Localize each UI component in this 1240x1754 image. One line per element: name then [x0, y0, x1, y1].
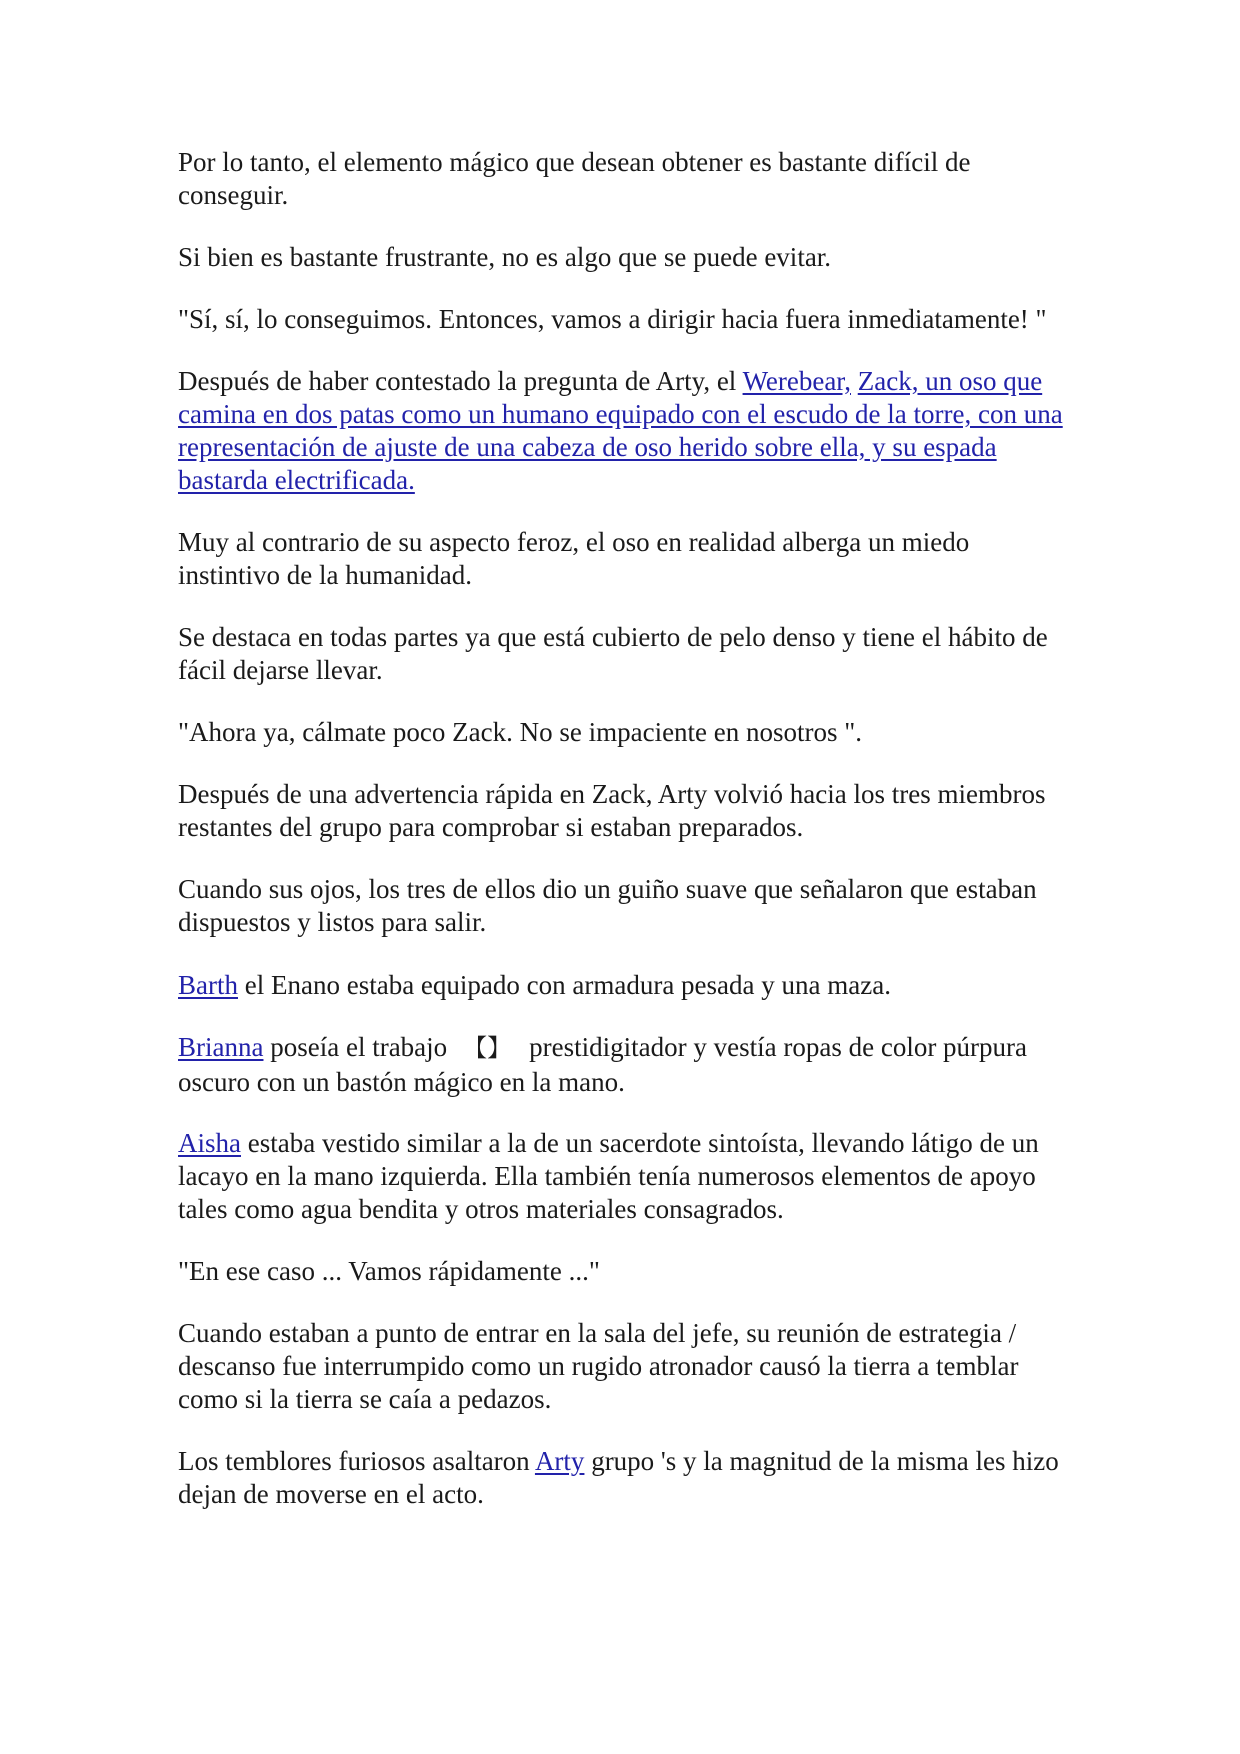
paragraph-7: "Ahora ya, cálmate poco Zack. No se impaciente en nosotros ". — [178, 717, 863, 747]
paragraph-4-text: Después de haber contestado la pregunta de Arty, el — [178, 366, 743, 396]
paragraph-15-text: Los temblores furiosos asaltaron — [178, 1446, 535, 1476]
link-barth[interactable]: Barth — [178, 970, 238, 1000]
paragraph-2: Si bien es bastante frustrante, no es algo que se puede evitar. — [178, 242, 832, 272]
paragraph-5: Muy al contrario de su aspecto feroz, el oso en realidad alberga un miedo instintivo de la humanidad. — [178, 527, 970, 590]
link-aisha[interactable]: Aisha — [178, 1128, 241, 1158]
paragraph-11-text-after: prestidigitador y vestía ropas de color púrpura oscuro con un bastón mágico en la mano. — [178, 1032, 1028, 1097]
paragraph-4 — [178, 365, 1068, 497]
link-brianna[interactable]: Brianna — [178, 1032, 264, 1062]
paragraph-13: "En ese caso ... Vamos rápidamente ..." — [178, 1256, 600, 1286]
paragraph-6: Se destaca en todas partes ya que está cubierto de pelo denso y tiene el hábito de fácil dejarse llevar. — [178, 622, 1048, 685]
paragraph-15-text-after: grupo 's y la magnitud de la misma les hizo dejan de moverse en el acto. — [178, 1446, 1059, 1509]
paragraph-11-text: poseía el trabajo — [263, 1032, 448, 1062]
paragraph-1: Por lo tanto, el elemento mágico que desean obtener es bastante difícil de conseguir. — [178, 147, 971, 210]
paragraph-11 — [178, 1030, 1068, 1099]
paragraph-12-text: estaba vestido similar a la de un sacerdote sintoísta, llevando látigo de un lacayo en la mano izquierda. Ella también tenía numerosos elementos de apoyo tales como agua bendita y otros materiales consagrados. — [178, 1128, 1039, 1224]
paragraph-10 — [178, 968, 1068, 1002]
job-bracket: 【】 — [463, 1034, 512, 1062]
link-zack[interactable]: Zack, un oso que camina en dos patas como un humano equipado con el escudo de la torre, con una representación de ajuste de una cabeza de oso herido sobre ella, y su espada bastarda electrificada. — [178, 366, 1063, 495]
paragraph-12 — [178, 1127, 1068, 1226]
paragraph-15 — [178, 1445, 1068, 1511]
link-werebear[interactable]: Werebear, — [742, 366, 851, 396]
paragraph-3: "Sí, sí, lo conseguimos. Entonces, vamos a dirigir hacia fuera inmediatamente! " — [178, 304, 1047, 334]
paragraph-9: Cuando sus ojos, los tres de ellos dio un guiño suave que señalaron que estaban dispuestos y listos para salir. — [178, 874, 1037, 937]
paragraph-10-text: el Enano estaba equipado con armadura pesada y una maza. — [238, 970, 891, 1000]
paragraph-14: Cuando estaban a punto de entrar en la sala del jefe, su reunión de estrategia / descanso fue interrumpido como un rugido atronador causó la tierra a temblar como si la tierra se caía a pedazos. — [178, 1318, 1019, 1414]
paragraph-8: Después de una advertencia rápida en Zack, Arty volvió hacia los tres miembros restantes del grupo para comprobar si estaban preparados. — [178, 779, 1046, 842]
link-arty[interactable]: Arty — [534, 1446, 585, 1476]
document-page — [178, 146, 1068, 1540]
